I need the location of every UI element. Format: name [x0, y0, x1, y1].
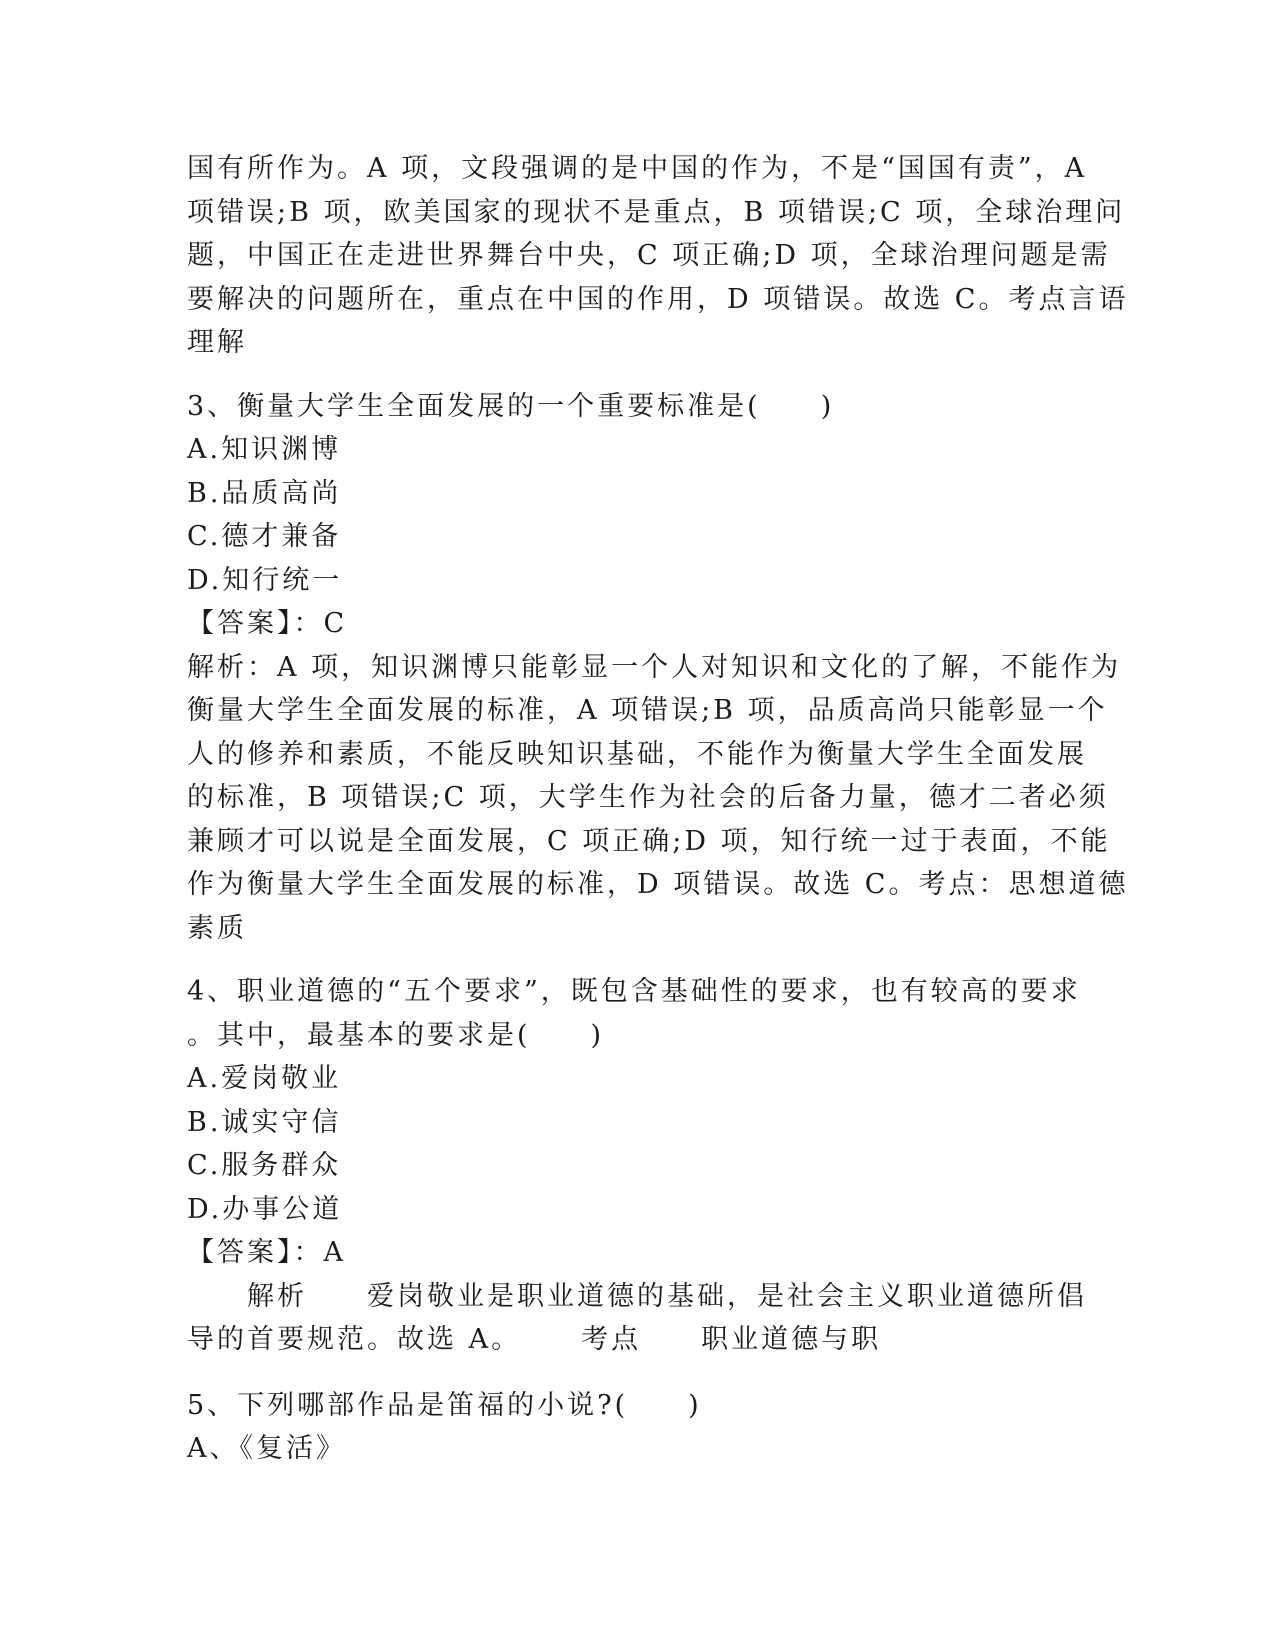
answer: 【答案】：C: [187, 608, 348, 639]
paragraph-line: 要解决的问题所在，重点在中国的作用，D 项错误。故选 C。考点言语: [187, 283, 1129, 315]
question-5: [187, 1384, 1087, 1471]
analysis-line: [187, 1275, 1087, 1319]
option-c: C.服务群众: [187, 1150, 342, 1181]
option-a: A.爱岗敬业: [187, 1063, 342, 1094]
analysis-label: 解析: [247, 1280, 307, 1312]
kaodian-label: 考点: [581, 1324, 642, 1355]
question-3: [187, 385, 1129, 951]
analysis-text: 导的首要规范。故选 A。: [187, 1324, 522, 1355]
analysis-text: 爱岗敬业是职业道德的基础，是社会主义职业道德所倡: [367, 1280, 1087, 1312]
option-a: A、《复活》: [187, 1433, 346, 1464]
analysis-line: 人的修养和素质，不能反映知识基础，不能作为衡量大学生全面发展: [187, 738, 1087, 770]
paragraph-line: 项错误;B 项，欧美国家的现状不是重点，B 项错误;C 项，全球治理问: [187, 196, 1126, 228]
document-page: [187, 147, 1129, 1471]
question-2-analysis-tail: [187, 147, 1129, 365]
question-stem: 。其中，最基本的要求是( ): [187, 1019, 605, 1051]
option-b: B.品质高尚: [187, 477, 342, 509]
analysis-line: 素质: [187, 912, 247, 944]
question-4: [187, 970, 1087, 1362]
option-c: C.德才兼备: [187, 521, 342, 552]
question-stem: 5、下列哪部作品是笛福的小说?( ): [187, 1389, 702, 1421]
paragraph-line: 理解: [187, 327, 247, 358]
question-stem: 4、职业道德的“五个要求”，既包含基础性的要求，也有较高的要求: [187, 976, 1081, 1007]
analysis-line: 兼顾才可以说是全面发展，C 项正确;D 项，知行统一过于表面，不能: [187, 825, 1111, 857]
question-stem: 3、衡量大学生全面发展的一个重要标准是( ): [187, 390, 835, 422]
option-a: A.知识渊博: [187, 434, 342, 465]
paragraph-line: 题，中国正在走进世界舞台中央，C 项正确;D 项，全球治理问题是需: [187, 240, 1111, 271]
analysis-line: 作为衡量大学生全面发展的标准，D 项错误。故选 C。考点：思想道德: [187, 869, 1129, 900]
paragraph-line: 国有所作为。A 项，文段强调的是中国的作为，不是“国国有责”，A: [187, 153, 1088, 184]
analysis-line: 解析：A 项，知识渊博只能彰显一个人对知识和文化的了解，不能作为: [187, 651, 1122, 683]
option-b: B.诚实守信: [187, 1106, 342, 1138]
analysis-line: 的标准，B 项错误;C 项，大学生作为社会的后备力量，德才二者必须: [187, 782, 1109, 813]
analysis-line: 衡量大学生全面发展的标准，A 项错误;B 项，品质高尚只能彰显一个: [187, 695, 1108, 726]
analysis-line: [187, 1318, 1087, 1362]
kaodian-value: 职业道德与职: [701, 1324, 882, 1355]
option-d: D.知行统一: [187, 564, 343, 596]
answer: 【答案】：A: [187, 1237, 346, 1268]
option-d: D.办事公道: [187, 1193, 343, 1225]
